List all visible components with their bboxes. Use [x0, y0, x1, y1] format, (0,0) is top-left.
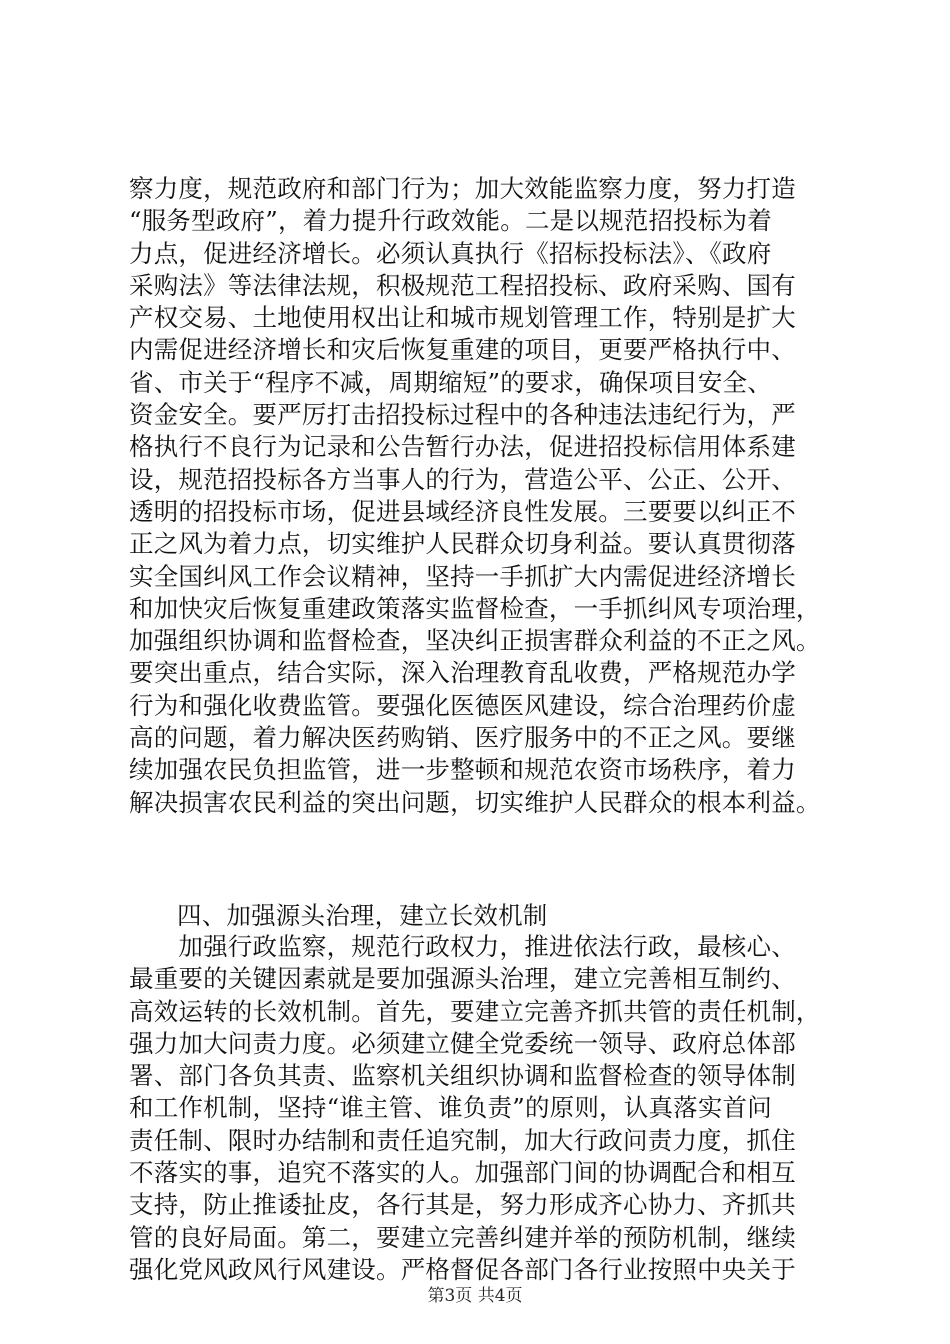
- text-line: 省、市关于“程序不减，周期缩短”的要求，确保项目安全、: [129, 367, 772, 397]
- text-line: “服务型政府”，着力提升行政效能。二是以规范招投标为着: [129, 206, 772, 236]
- text-line: 正之风为着力点，切实维护人民群众切身利益。要认真贯彻落: [129, 529, 796, 559]
- text-line: 最重要的关键因素就是要加强源头治理，建立完善相互制约、: [129, 964, 796, 994]
- text-line: 内需促进经济增长和灾后恢复重建的项目，更要严格执行中、: [129, 335, 796, 365]
- text-line: 管的良好局面。第二，要建立完善纠建并举的预防机制，继续: [129, 1222, 796, 1252]
- page-footer: 第3页 共4页: [427, 1286, 523, 1306]
- text-line: 和工作机制，坚持“谁主管、谁负责”的原则，认真落实首问: [129, 1093, 772, 1123]
- text-line: 要突出重点，结合实际，深入治理教育乱收费，严格规范办学: [129, 658, 796, 688]
- text-line: 察力度，规范政府和部门行为；加大效能监察力度，努力打造: [129, 174, 796, 203]
- text-line: 不落实的事，追究不落实的人。加强部门间的协调配合和相互: [129, 1158, 796, 1188]
- paragraph-b: [129, 931, 829, 1286]
- text-line: 力点，促进经济增长。必须认真执行《招标投标法》、《政府: [129, 238, 772, 268]
- text-line: 产权交易、土地使用权出让和城市规划管理工作，特别是扩大: [129, 303, 796, 333]
- text-line: 行为和强化收费监管。要强化医德医风建设，综合治理药价虚: [129, 690, 796, 720]
- text-line: 高的问题，着力解决医药购销、医疗服务中的不正之风。要继: [129, 723, 796, 753]
- paragraph-a: [129, 173, 829, 819]
- text-line: 设，规范招投标各方当事人的行为，营造公平、公正、公开、: [129, 464, 796, 494]
- text-line: 高效运转的长效机制。首先，要建立完善齐抓共管的责任机制，: [129, 996, 821, 1026]
- text-line: 和加快灾后恢复重建政策落实监督检查，一手抓纠风专项治理，: [129, 593, 821, 623]
- text-line: 续加强农民负担监管，进一步整顿和规范农资市场秩序，着力: [129, 755, 796, 785]
- text-line: 支持，防止推诿扯皮，各行其是，努力形成齐心协力、齐抓共: [129, 1190, 796, 1220]
- text-line: 强力加大问责力度。必须建立健全党委统一领导、政府总体部: [129, 1028, 796, 1058]
- text-line: 强化党风政风行风建设。严格督促各部门各行业按照中央关于: [129, 1254, 796, 1284]
- text-line: 实全国纠风工作会议精神，坚持一手抓扩大内需促进经济增长: [129, 561, 796, 591]
- section-heading: 四、加强源头治理，建立长效机制: [177, 901, 548, 930]
- text-line: 加强组织协调和监督检查，坚决纠正损害群众利益的不正之风。: [129, 626, 821, 656]
- text-line: 资金安全。要严厉打击招投标过程中的各种违法违纪行为，严: [129, 400, 796, 430]
- text-line: 透明的招投标市场，促进县域经济良性发展。三要要以纠正不: [129, 496, 796, 526]
- text-line: 解决损害农民利益的突出问题，切实维护人民群众的根本利益。: [129, 787, 821, 817]
- text-line: 署、部门各负其责、监察机关组织协调和监督检查的领导体制: [129, 1061, 796, 1091]
- text-line: 责任制、限时办结制和责任追究制，加大行政问责力度，抓住: [129, 1125, 796, 1155]
- text-line: 格执行不良行为记录和公告暂行办法，促进招投标信用体系建: [129, 432, 796, 462]
- text-line: 采购法》等法律法规，积极规范工程招投标、政府采购、国有: [129, 270, 796, 300]
- text-line: 加强行政监察，规范行政权力，推进依法行政，最核心、: [129, 932, 796, 961]
